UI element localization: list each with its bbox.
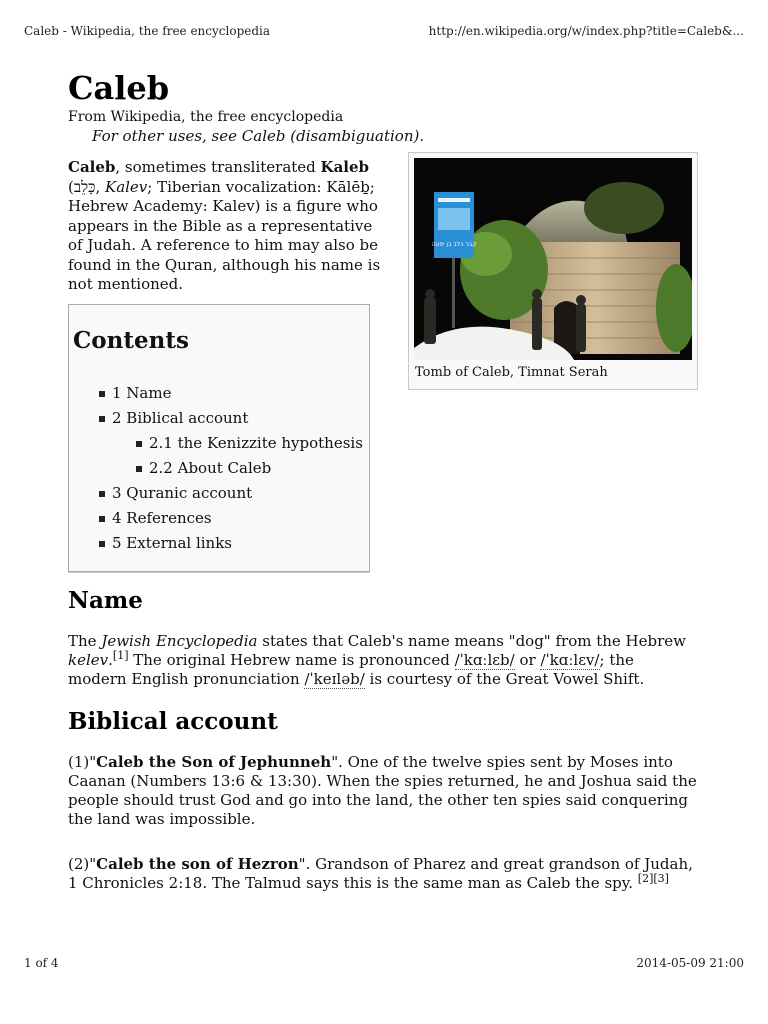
toc-item-about-caleb[interactable] <box>136 456 363 481</box>
kelev-term: kelev <box>68 651 109 669</box>
biblical-paragraph-2 <box>68 855 700 893</box>
toc-link[interactable]: 4 References <box>112 509 212 527</box>
para-text: states that Caleb's name means "dog" from the Hebrew <box>257 632 687 650</box>
lead-text: ( <box>68 177 74 196</box>
disambiguation-link[interactable]: For other uses, see Caleb (disambiguation). <box>92 127 425 145</box>
article-content <box>68 68 700 893</box>
caleb-son-of-jephunneh: Caleb the Son of Jephunneh <box>96 753 332 771</box>
hebrew-name: כָּלֵב <box>73 177 96 196</box>
lead-paragraph <box>68 158 384 295</box>
lead-area <box>68 158 700 588</box>
tomb-illustration <box>414 158 692 360</box>
para-text: or <box>514 651 541 669</box>
toc-item-name[interactable] <box>99 381 363 406</box>
toc-link[interactable]: 2 Biblical account <box>112 409 249 427</box>
print-header <box>24 24 744 38</box>
lead-name: Caleb <box>68 158 116 176</box>
lead-text: , <box>95 177 105 196</box>
section-heading-biblical-account: Biblical account <box>68 708 278 735</box>
toc-link[interactable]: 5 External links <box>112 534 233 552</box>
ipa-pronunciation-2[interactable]: /ˈkɑːlɛv/ <box>540 651 600 669</box>
toc-link[interactable]: 3 Quranic account <box>112 484 253 502</box>
tomb-photo[interactable] <box>414 158 692 360</box>
lead-name-alt: Kaleb <box>320 158 370 176</box>
table-of-contents <box>68 304 370 572</box>
jewish-encyclopedia-link[interactable]: Jewish Encyclopedia <box>101 632 258 650</box>
toc-item-biblical-account[interactable] <box>99 406 363 431</box>
para-text: is courtesy of the Great Vowel Shift. <box>364 670 645 688</box>
page-url-link[interactable]: http://en.wikipedia.org/w/index.php?title=Caleb&... <box>428 24 744 38</box>
toc-link[interactable]: 2.2 About Caleb <box>149 459 272 477</box>
page-title-header: Caleb - Wikipedia, the free encyclopedia <box>24 24 271 38</box>
para-text: The original Hebrew name is pronounced <box>128 651 455 669</box>
article-title: Caleb <box>68 69 170 107</box>
ipa-pronunciation-1[interactable]: /ˈkɑːlɛb/ <box>454 651 515 669</box>
hatnote <box>92 126 700 146</box>
lead-text: , sometimes transliterated <box>115 158 321 176</box>
para-text: The <box>68 632 102 650</box>
lead-text: ; Tiberian vocalization: Kālēḇ; Hebrew Academy: Kalev) is a figure who appears in the Bible as a representative of Judah. A reference to him may also be found in the Quran, although his name is not mentioned. <box>68 177 381 293</box>
toc-item-references[interactable] <box>99 506 363 531</box>
para-text: . <box>108 651 113 669</box>
site-tagline: From Wikipedia, the free encyclopedia <box>68 109 344 125</box>
name-paragraph <box>68 632 690 689</box>
toc-list <box>99 381 363 556</box>
ipa-pronunciation-3[interactable]: /ˈkeɪləb/ <box>304 670 365 688</box>
print-footer <box>24 956 744 970</box>
infobox-thumbnail <box>408 152 698 390</box>
caleb-son-of-hezron: Caleb the son of Hezron <box>96 855 299 873</box>
toc-link[interactable]: 1 Name <box>112 384 172 402</box>
sign-text: קבר כלב בן יפונה <box>431 241 477 248</box>
para-text: ". One of the twelve spies sent by Moses into Caanan (Numbers 13:6 & 13:30). When the spies returned, he and Joshua said the people should trust God and go into the land, the other ten spies said conquering the land was impossible. <box>68 753 697 828</box>
print-timestamp: 2014-05-09 21:00 <box>636 956 744 970</box>
biblical-paragraph-1 <box>68 753 700 829</box>
page-number: 1 of 4 <box>24 956 59 970</box>
toc-item-kenizzite-hypothesis[interactable] <box>136 431 363 456</box>
toc-item-external-links[interactable] <box>99 531 363 556</box>
para-text: ; the modern English pronunciation <box>68 651 634 688</box>
image-caption: Tomb of Caleb, Timnat Serah <box>415 365 608 380</box>
kalev-term: Kalev <box>104 177 148 196</box>
section-heading-name: Name <box>68 587 143 614</box>
para-text: (2)" <box>68 855 97 873</box>
toc-link[interactable]: 2.1 the Kenizzite hypothesis <box>149 434 363 452</box>
toc-heading: Contents <box>73 327 189 354</box>
para-text: (1)" <box>68 753 97 771</box>
citation-1[interactable]: [1] <box>112 649 129 662</box>
citation-2-3[interactable]: [2][3] <box>637 872 669 885</box>
para-text: ". Grandson of Pharez and great grandson of Judah, 1 Chronicles 2:18. The Talmud says this is the same man as Caleb the spy. <box>68 855 693 892</box>
toc-item-quranic-account[interactable] <box>99 481 363 506</box>
